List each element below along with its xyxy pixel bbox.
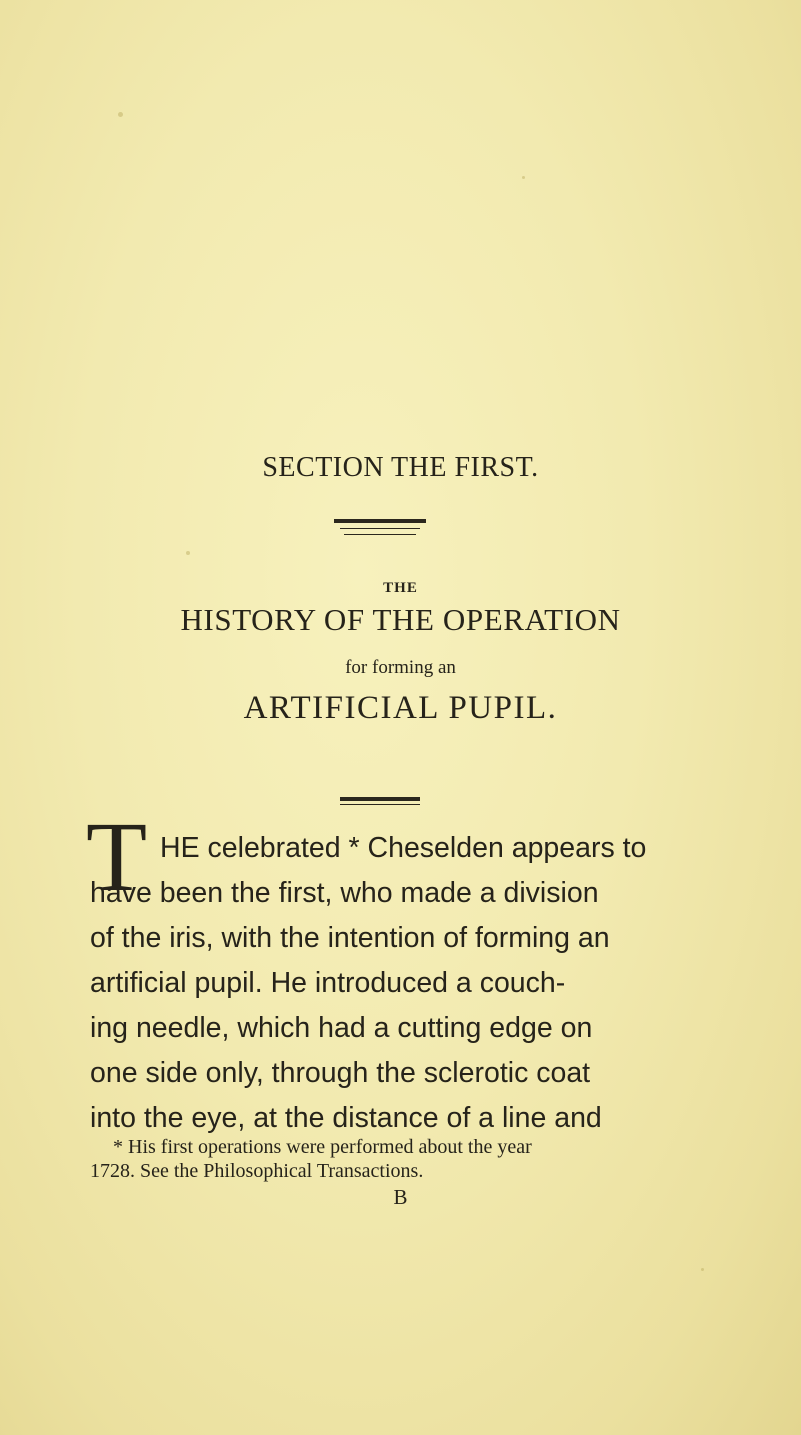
drop-cap: T xyxy=(86,801,148,912)
ornamental-rule xyxy=(340,797,420,801)
body-line: one side only, through the sclerotic coat xyxy=(90,1057,591,1089)
footnote-line: 1728. See the Philosophical Transactions. xyxy=(90,1160,424,1182)
paper-speck xyxy=(186,551,190,555)
ornamental-rule xyxy=(334,519,426,523)
body-line: of the iris, with the intention of forming an xyxy=(90,922,610,954)
body-line: have been the first, who made a division xyxy=(90,877,599,909)
body-line: ing needle, which had a cutting edge on xyxy=(90,1012,593,1044)
ornamental-rule-thin xyxy=(340,528,420,529)
section-heading: SECTION THE FIRST. xyxy=(262,452,539,483)
body-line: HE celebrated * Cheselden appears to xyxy=(160,832,647,864)
body-line: into the eye, at the distance of a line and xyxy=(90,1102,602,1134)
signature-mark: B xyxy=(393,1185,408,1209)
ornamental-rule-thin xyxy=(340,804,420,805)
history-title: HISTORY OF THE OPERATION xyxy=(180,602,621,637)
subtitle-connector: for forming an xyxy=(345,657,456,678)
pupil-title: ARTIFICIAL PUPIL. xyxy=(243,690,558,726)
body-line: artificial pupil. He introduced a couch- xyxy=(90,967,566,999)
paper-speck xyxy=(522,176,525,179)
footnote-line: * His first operations were performed about the year xyxy=(113,1136,532,1158)
paper-speck xyxy=(118,112,123,117)
paper-speck xyxy=(701,1268,704,1271)
the-label: THE xyxy=(383,580,418,596)
ornamental-rule-thin xyxy=(344,534,416,535)
